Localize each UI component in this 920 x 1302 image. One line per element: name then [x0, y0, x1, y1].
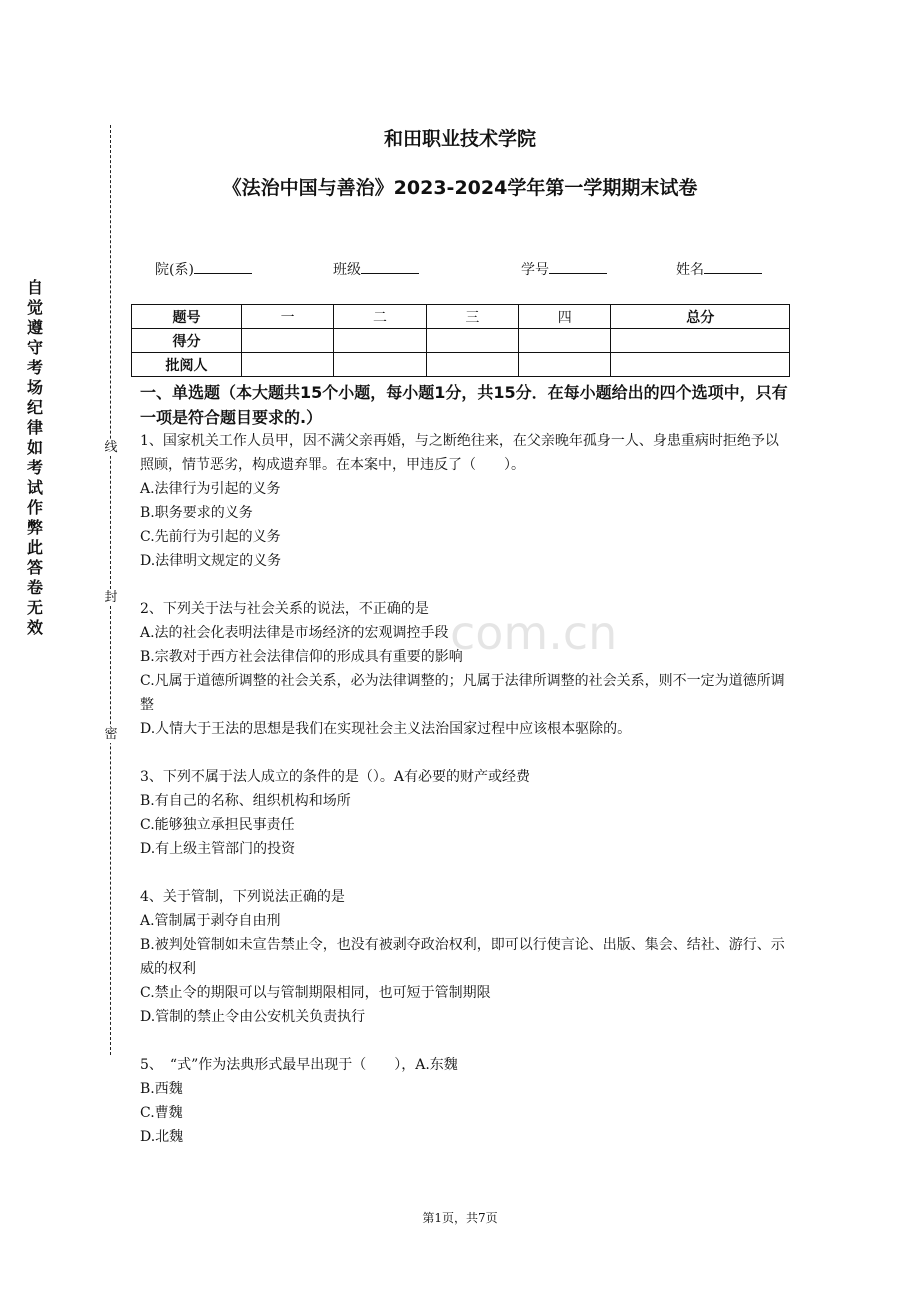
seal-mark-line: 线: [104, 440, 118, 455]
score-table-score-row: [132, 329, 790, 353]
question-option: C.能够独立承担民事责任: [140, 817, 295, 833]
question-option: C.禁止令的期限可以与管制期限相同，也可短于管制期限: [140, 985, 491, 1001]
exam-title: 《法治中国与善治》2023-2024学年第一学期期末试卷: [222, 177, 698, 199]
student-id-field: [521, 259, 607, 279]
student-id-blank[interactable]: [549, 259, 607, 274]
question-option: A.管制属于剥夺自由刑: [140, 913, 281, 929]
section-heading: 一、单选题（本大题共15个小题，每小题1分，共15分．在每小题给出的四个选项中，只有一项是符合题目要求的.）: [140, 383, 788, 427]
question-option: B.西魏: [140, 1081, 183, 1097]
score-cell[interactable]: [334, 329, 426, 353]
reviewer-cell[interactable]: [426, 353, 518, 377]
score-table-reviewer-row: [132, 353, 790, 377]
score-table-header-row: [132, 305, 790, 329]
question-option: C.曹魏: [140, 1105, 183, 1121]
question-option: D.法律明文规定的义务: [140, 553, 282, 569]
class-label: 班级: [333, 262, 361, 278]
question-stem: 4、关于管制，下列说法正确的是: [140, 889, 345, 905]
reviewer-cell[interactable]: [334, 353, 426, 377]
reviewer-cell[interactable]: [611, 353, 790, 377]
question-option: C.凡属于道德所调整的社会关系，必为法律调整的；凡属于法律所调整的社会关系，则不一定为道德所调整: [140, 673, 785, 713]
question-stem: 2、下列关于法与社会关系的说法，不正确的是: [140, 601, 429, 617]
student-id-label: 学号: [521, 262, 549, 278]
score-cell[interactable]: [426, 329, 518, 353]
score-table-header-cell: 题号: [132, 305, 242, 329]
score-table-header-cell: 一: [242, 305, 334, 329]
score-table-header-cell: 总分: [611, 305, 790, 329]
question-3: [140, 765, 790, 861]
question-option: B.宗教对于西方社会法律信仰的形成具有重要的影响: [140, 649, 463, 665]
question-2: [140, 597, 790, 741]
score-table: [131, 304, 790, 377]
reviewer-cell[interactable]: [519, 353, 611, 377]
name-blank[interactable]: [704, 259, 762, 274]
question-option: B.职务要求的义务: [140, 505, 253, 521]
question-option: D.有上级主管部门的投资: [140, 841, 296, 857]
exam-rules-side-note: 自觉遵守考场纪律如考试作弊此答卷无效: [26, 278, 43, 637]
seal-mark-secret: 密: [104, 727, 118, 742]
score-table-header-cell: 三: [426, 305, 518, 329]
watermark: com.cn: [450, 606, 618, 660]
question-option: D.人情大于王法的思想是我们在实现社会主义法治国家过程中应该根本驱除的。: [140, 721, 632, 737]
score-cell[interactable]: [242, 329, 334, 353]
question-option: B.被判处管制如未宣告禁止令，也没有被剥夺政治权利，即可以行使言论、出版、集会、结社、游行、示威的权利: [140, 937, 785, 977]
question-4: [140, 885, 790, 1029]
reviewer-row-label: 批阅人: [132, 353, 242, 377]
score-table-header-cell: 四: [519, 305, 611, 329]
question-option: D.管制的禁止令由公安机关负责执行: [140, 1009, 366, 1025]
question-5: [140, 1053, 790, 1149]
name-label: 姓名: [676, 262, 704, 278]
question-list: [140, 429, 790, 1173]
page-footer: 第1页，共7页: [422, 1211, 498, 1225]
question-option: B.有自己的名称、组织机构和场所: [140, 793, 351, 809]
class-field: [333, 259, 419, 279]
name-field: [676, 259, 762, 279]
question-stem: 1、国家机关工作人员甲，因不满父亲再婚，与之断绝往来，在父亲晚年孤身一人、身患重病时拒绝予以照顾，情节恶劣，构成遗弃罪。在本案中，甲违反了（ ）。: [140, 433, 779, 473]
department-label: 院(系): [155, 262, 194, 278]
seal-mark-seal: 封: [104, 590, 118, 605]
department-field: [155, 259, 252, 279]
question-option: A.法的社会化表明法律是市场经济的宏观调控手段: [140, 625, 449, 641]
score-row-label: 得分: [132, 329, 242, 353]
department-blank[interactable]: [194, 259, 252, 274]
question-stem: 3、下列不属于法人成立的条件的是（）。A有必要的财产或经费: [140, 769, 531, 785]
question-option: A.法律行为引起的义务: [140, 481, 281, 497]
score-cell[interactable]: [611, 329, 790, 353]
reviewer-cell[interactable]: [242, 353, 334, 377]
institution-title: 和田职业技术学院: [383, 128, 536, 150]
class-blank[interactable]: [361, 259, 419, 274]
question-stem: 5、 “式”作为法典形式最早出现于（ ），A.东魏: [140, 1057, 458, 1073]
score-cell[interactable]: [519, 329, 611, 353]
score-table-header-cell: 二: [334, 305, 426, 329]
question-option: D.北魏: [140, 1129, 184, 1145]
question-1: [140, 429, 790, 573]
question-option: C.先前行为引起的义务: [140, 529, 281, 545]
